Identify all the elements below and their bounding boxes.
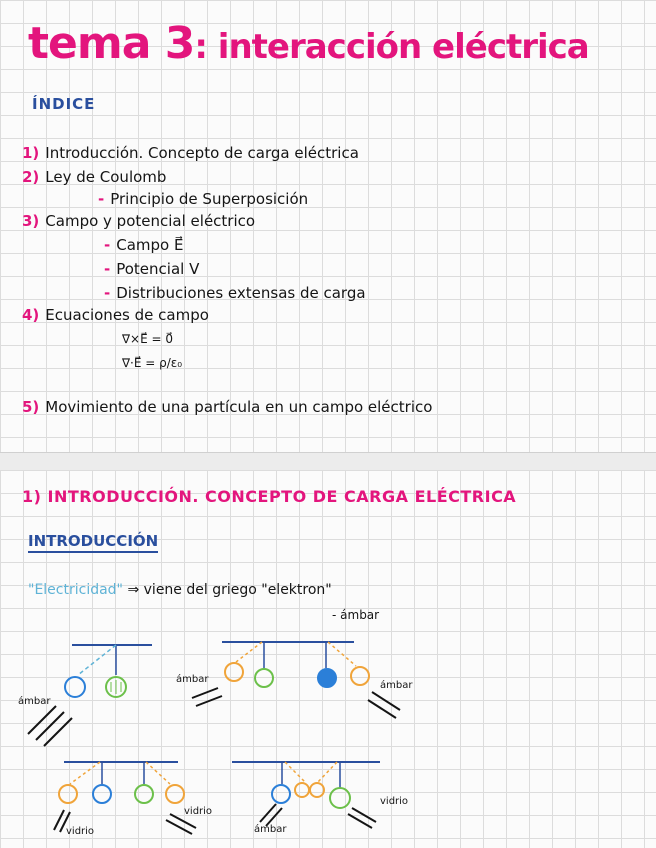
orange-ball (310, 783, 324, 797)
diagram-2-label-ambar-left: ámbar (176, 674, 209, 685)
indice-heading: ÍNDICE (32, 95, 96, 113)
blue-ball (93, 785, 111, 803)
electricidad-origin: viene del griego "elektron" (143, 582, 332, 598)
diagram-1 (18, 645, 152, 746)
intro-heading: INTRODUCCIÓN (28, 532, 158, 553)
blue-ball (318, 669, 336, 687)
orange-ball (166, 785, 184, 803)
implies-arrow: ⇒ (127, 582, 140, 598)
toc-subitem-potencial: - Potencial V (104, 260, 200, 278)
blue-ball (65, 677, 85, 697)
electricidad-line (28, 582, 332, 598)
diagram-3-label-vidrio-left: vidrio (66, 826, 95, 837)
diagram-3-label-vidrio-right: vidrio (184, 806, 213, 817)
toc-item-3: 3) Campo y potencial eléctrico (22, 212, 256, 230)
page-separator (0, 452, 656, 472)
toc-subitem-distribuciones: - Distribuciones extensas de carga (104, 284, 366, 302)
toc-item-4: 4) Ecuaciones de campo (22, 306, 209, 324)
orange-ball (225, 663, 243, 681)
ambar-note: - ámbar (332, 608, 380, 622)
title-rest: : interacción eléctrica (194, 27, 589, 67)
orange-ball (351, 667, 369, 685)
diagram-4-label-vidrio: vidrio (380, 796, 409, 807)
page-title (28, 18, 589, 69)
orange-ball (295, 783, 309, 797)
section-1-heading: 1) INTRODUCCIÓN. CONCEPTO DE CARGA ELÉCTRICA (22, 487, 517, 506)
diagram-3 (54, 762, 212, 837)
green-ball (255, 669, 273, 687)
green-ball (135, 785, 153, 803)
green-ball (330, 788, 350, 808)
toc-item-1: 1) Introducción. Concepto de carga eléctrica (22, 144, 359, 162)
diagram-4 (232, 762, 408, 835)
electricidad-word: "Electricidad" (28, 582, 123, 598)
title-prefix: tema 3 (28, 18, 195, 69)
toc-item-2: 2) Ley de Coulomb (22, 168, 167, 186)
toc-subitem-campo: - Campo E⃗ (104, 236, 184, 254)
diagram-2 (176, 642, 413, 718)
toc-item-5: 5) Movimiento de una partícula en un campo eléctrico (22, 398, 433, 416)
equation-divergence: ∇·E⃗ = ρ/ε₀ (122, 356, 183, 370)
equation-curl: ∇×E⃗ = 0⃗ (122, 332, 173, 346)
diagram-4-label-ambar: ámbar (254, 824, 287, 835)
orange-ball (59, 785, 77, 803)
diagram-2-label-ambar-right: ámbar (380, 680, 413, 691)
diagram-1-label-ambar: ámbar (18, 696, 51, 707)
electrostatic-diagrams (0, 630, 656, 848)
toc-subitem-superposicion: - Principio de Superposición (98, 190, 309, 208)
blue-ball (272, 785, 290, 803)
